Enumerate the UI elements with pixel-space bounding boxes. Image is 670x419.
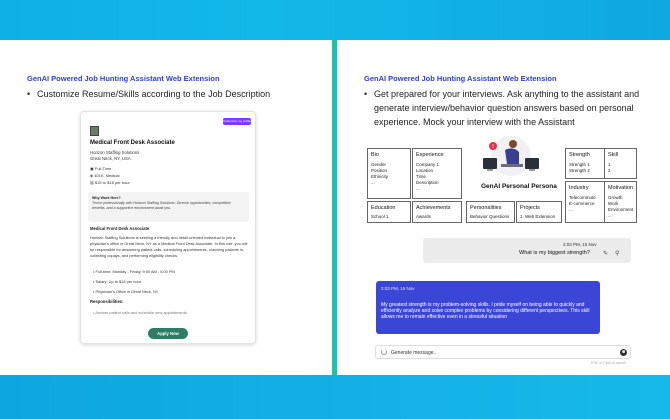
apply-now-button[interactable]: Apply Now <box>148 328 188 339</box>
top-banner <box>0 0 670 40</box>
right-bullet-text: Get prepared for your interviews. Ask anything to the assistant and generate interview/behavior question answers based on personal experience. Mock your interview with the Assistant <box>374 89 640 127</box>
responsibilities-heading: Responsibilities: <box>90 299 124 304</box>
industry-heading: Industry <box>569 185 589 191</box>
job-bullet-3: • Physician's Office in Great Neck, NY <box>93 289 159 294</box>
job-salary <box>90 180 130 185</box>
bio-value: Position <box>371 168 388 173</box>
job-salary-text: $15 to $18 per hour <box>94 180 130 185</box>
motivation-value: Environment <box>608 207 634 212</box>
personalities-value: Behavior Questions <box>470 214 510 219</box>
user-message-text: What is my biggest strength? <box>519 250 590 256</box>
bio-heading: Bio <box>371 152 379 158</box>
projects-heading: Projects <box>520 205 540 211</box>
experience-value: ... <box>416 186 420 191</box>
user-message-time: 2:03 PM, 15 Nov <box>563 242 597 247</box>
assistant-message-bubble <box>376 281 600 334</box>
skill-value: 1 <box>608 162 611 167</box>
bio-value: Ethnicity <box>371 174 389 179</box>
bio-value: Gender <box>371 162 387 167</box>
personalities-heading: Personalities <box>470 205 502 211</box>
industry-value: Telecommute <box>569 195 596 200</box>
persona-cell-experience <box>412 148 462 199</box>
persona-cell-skill <box>604 148 637 179</box>
industry-value: ... <box>569 207 573 212</box>
pin-icon[interactable]: ⚲ <box>615 251 620 257</box>
left-panel-title: GenAI Powered Job Hunting Assistant Web Extension <box>27 74 220 83</box>
responsibility-item-text: Answer patient calls and schedule new appointments <box>95 310 187 315</box>
job-type-text: Full-Time <box>94 166 112 171</box>
job-location: Great Neck, NY, USA <box>90 156 131 161</box>
job-benefits-text: 401K, Medical <box>94 173 120 178</box>
job-posting-card <box>80 111 256 344</box>
edit-icon[interactable]: ✎ <box>603 251 609 257</box>
briefcase-icon: ▣ <box>90 166 95 171</box>
persona-cell-industry <box>565 181 605 223</box>
left-bullet <box>27 87 317 101</box>
skill-heading: Skill <box>608 152 619 158</box>
skill-value: 2 <box>608 168 611 173</box>
strength-value: Strength 1 <box>569 162 590 167</box>
job-type <box>90 166 111 171</box>
motivation-value: Work <box>608 201 619 206</box>
job-bullet-3-text: Physician's Office in Great Neck, NY <box>95 289 159 294</box>
bullet-dot: • <box>27 89 31 99</box>
achievements-heading: Achievements <box>416 205 451 211</box>
assistant-message-text: My greatest strength is my problem-solving skills. I pride myself on being able to quickly and efficiently analyze and solve complex problems by considering different perspectives. This skill allows me to remain effective even in a stressful situation <box>381 302 590 321</box>
experience-value: Time <box>416 174 426 179</box>
customize-profile-button[interactable]: Customize my profile <box>223 119 252 123</box>
job-bullet-1-text: Full-time, Monday - Friday, 9:00 AM - 5:00 PM <box>95 269 175 274</box>
stop-icon[interactable]: ■ <box>621 348 626 355</box>
svg-text:!: ! <box>491 144 495 150</box>
loading-spinner-icon <box>381 349 387 355</box>
experience-value: Location <box>416 168 434 173</box>
benefits-icon: ◈ <box>90 173 95 178</box>
strength-value: Strength 2 <box>569 168 590 173</box>
company-logo-icon <box>90 126 99 136</box>
experience-value: Description <box>416 180 439 185</box>
job-bullet-1: • Full-time, Monday - Friday, 9:00 AM - 5:00 PM <box>93 269 175 274</box>
description-heading: Medical Front Desk Associate <box>90 226 150 231</box>
generate-message-label: Generate message.. <box>391 349 437 356</box>
persona-cell-strength <box>565 148 605 179</box>
cancel-hint: ESC or Click to cancel <box>591 361 626 365</box>
assistant-message-time: 2:03 PM, 15 Nov <box>381 286 415 291</box>
motivation-value: ... <box>608 213 612 218</box>
job-bullet-2-text: Salary: Up to $18 per hour <box>95 279 142 284</box>
why-work-here-box <box>88 192 249 222</box>
left-bullet-text: Customize Resume/Skills according to the Job Description <box>37 89 271 99</box>
why-work-here-body: Thrive professionally with Horizon Staffing Solutions: Diverse opportunities, competitive benefits, and a supportive environment await you. <box>92 201 231 210</box>
persona-avatar-illustration <box>479 134 543 180</box>
projects-value: 1. Web Extension <box>520 214 556 219</box>
why-work-here-title: Why Work Here? <box>92 196 121 200</box>
persona-cell-achievements <box>412 201 462 223</box>
persona-cell-motivation <box>604 181 637 223</box>
persona-cell-projects <box>516 201 562 223</box>
motivation-value: Growth <box>608 195 623 200</box>
education-heading: Education <box>371 205 396 211</box>
company-name: Horizon Staffing Solutions <box>90 150 140 155</box>
user-message-bubble <box>423 238 631 263</box>
experience-heading: Experience <box>416 152 444 158</box>
persona-cell-education <box>367 201 411 223</box>
job-description: Horizon Staffing Solutions is seeking a friendly and detail-oriented individual to join a physician's office in Great Neck, NY as a Medical Front Desk Associate. In this role, you will be responsible for answering patient calls, scheduling appointments, checking patients in, collecting copays, and performing eligibility checks. <box>90 235 248 258</box>
person-at-computers-icon <box>479 134 543 180</box>
bio-value: ... <box>371 180 375 185</box>
strength-heading: Strength <box>569 152 590 158</box>
education-value: School 1 <box>371 214 389 219</box>
experience-value: Company 1 <box>416 162 440 167</box>
persona-cell-bio <box>367 148 411 199</box>
persona-cell-personalities <box>466 201 515 223</box>
bottom-banner <box>0 375 670 419</box>
job-bullet-2: • Salary: Up to $18 per hour <box>93 279 142 284</box>
money-icon: ▤ <box>90 180 95 185</box>
job-title: Medical Front Desk Associate <box>90 140 175 146</box>
job-benefits <box>90 173 120 178</box>
generate-message-input[interactable] <box>375 345 631 359</box>
right-bullet <box>364 87 664 129</box>
persona-label: GenAI Personal Persona <box>481 183 557 190</box>
motivation-heading: Motivation <box>608 185 634 191</box>
responsibility-item: • Answer patient calls and schedule new appointments <box>93 310 187 315</box>
achievements-value: Awards <box>416 214 431 219</box>
industry-value: E-commerce <box>569 201 595 206</box>
right-panel-title: GenAI Powered Job Hunting Assistant Web Extension <box>364 74 557 83</box>
bullet-dot: • <box>364 89 368 99</box>
